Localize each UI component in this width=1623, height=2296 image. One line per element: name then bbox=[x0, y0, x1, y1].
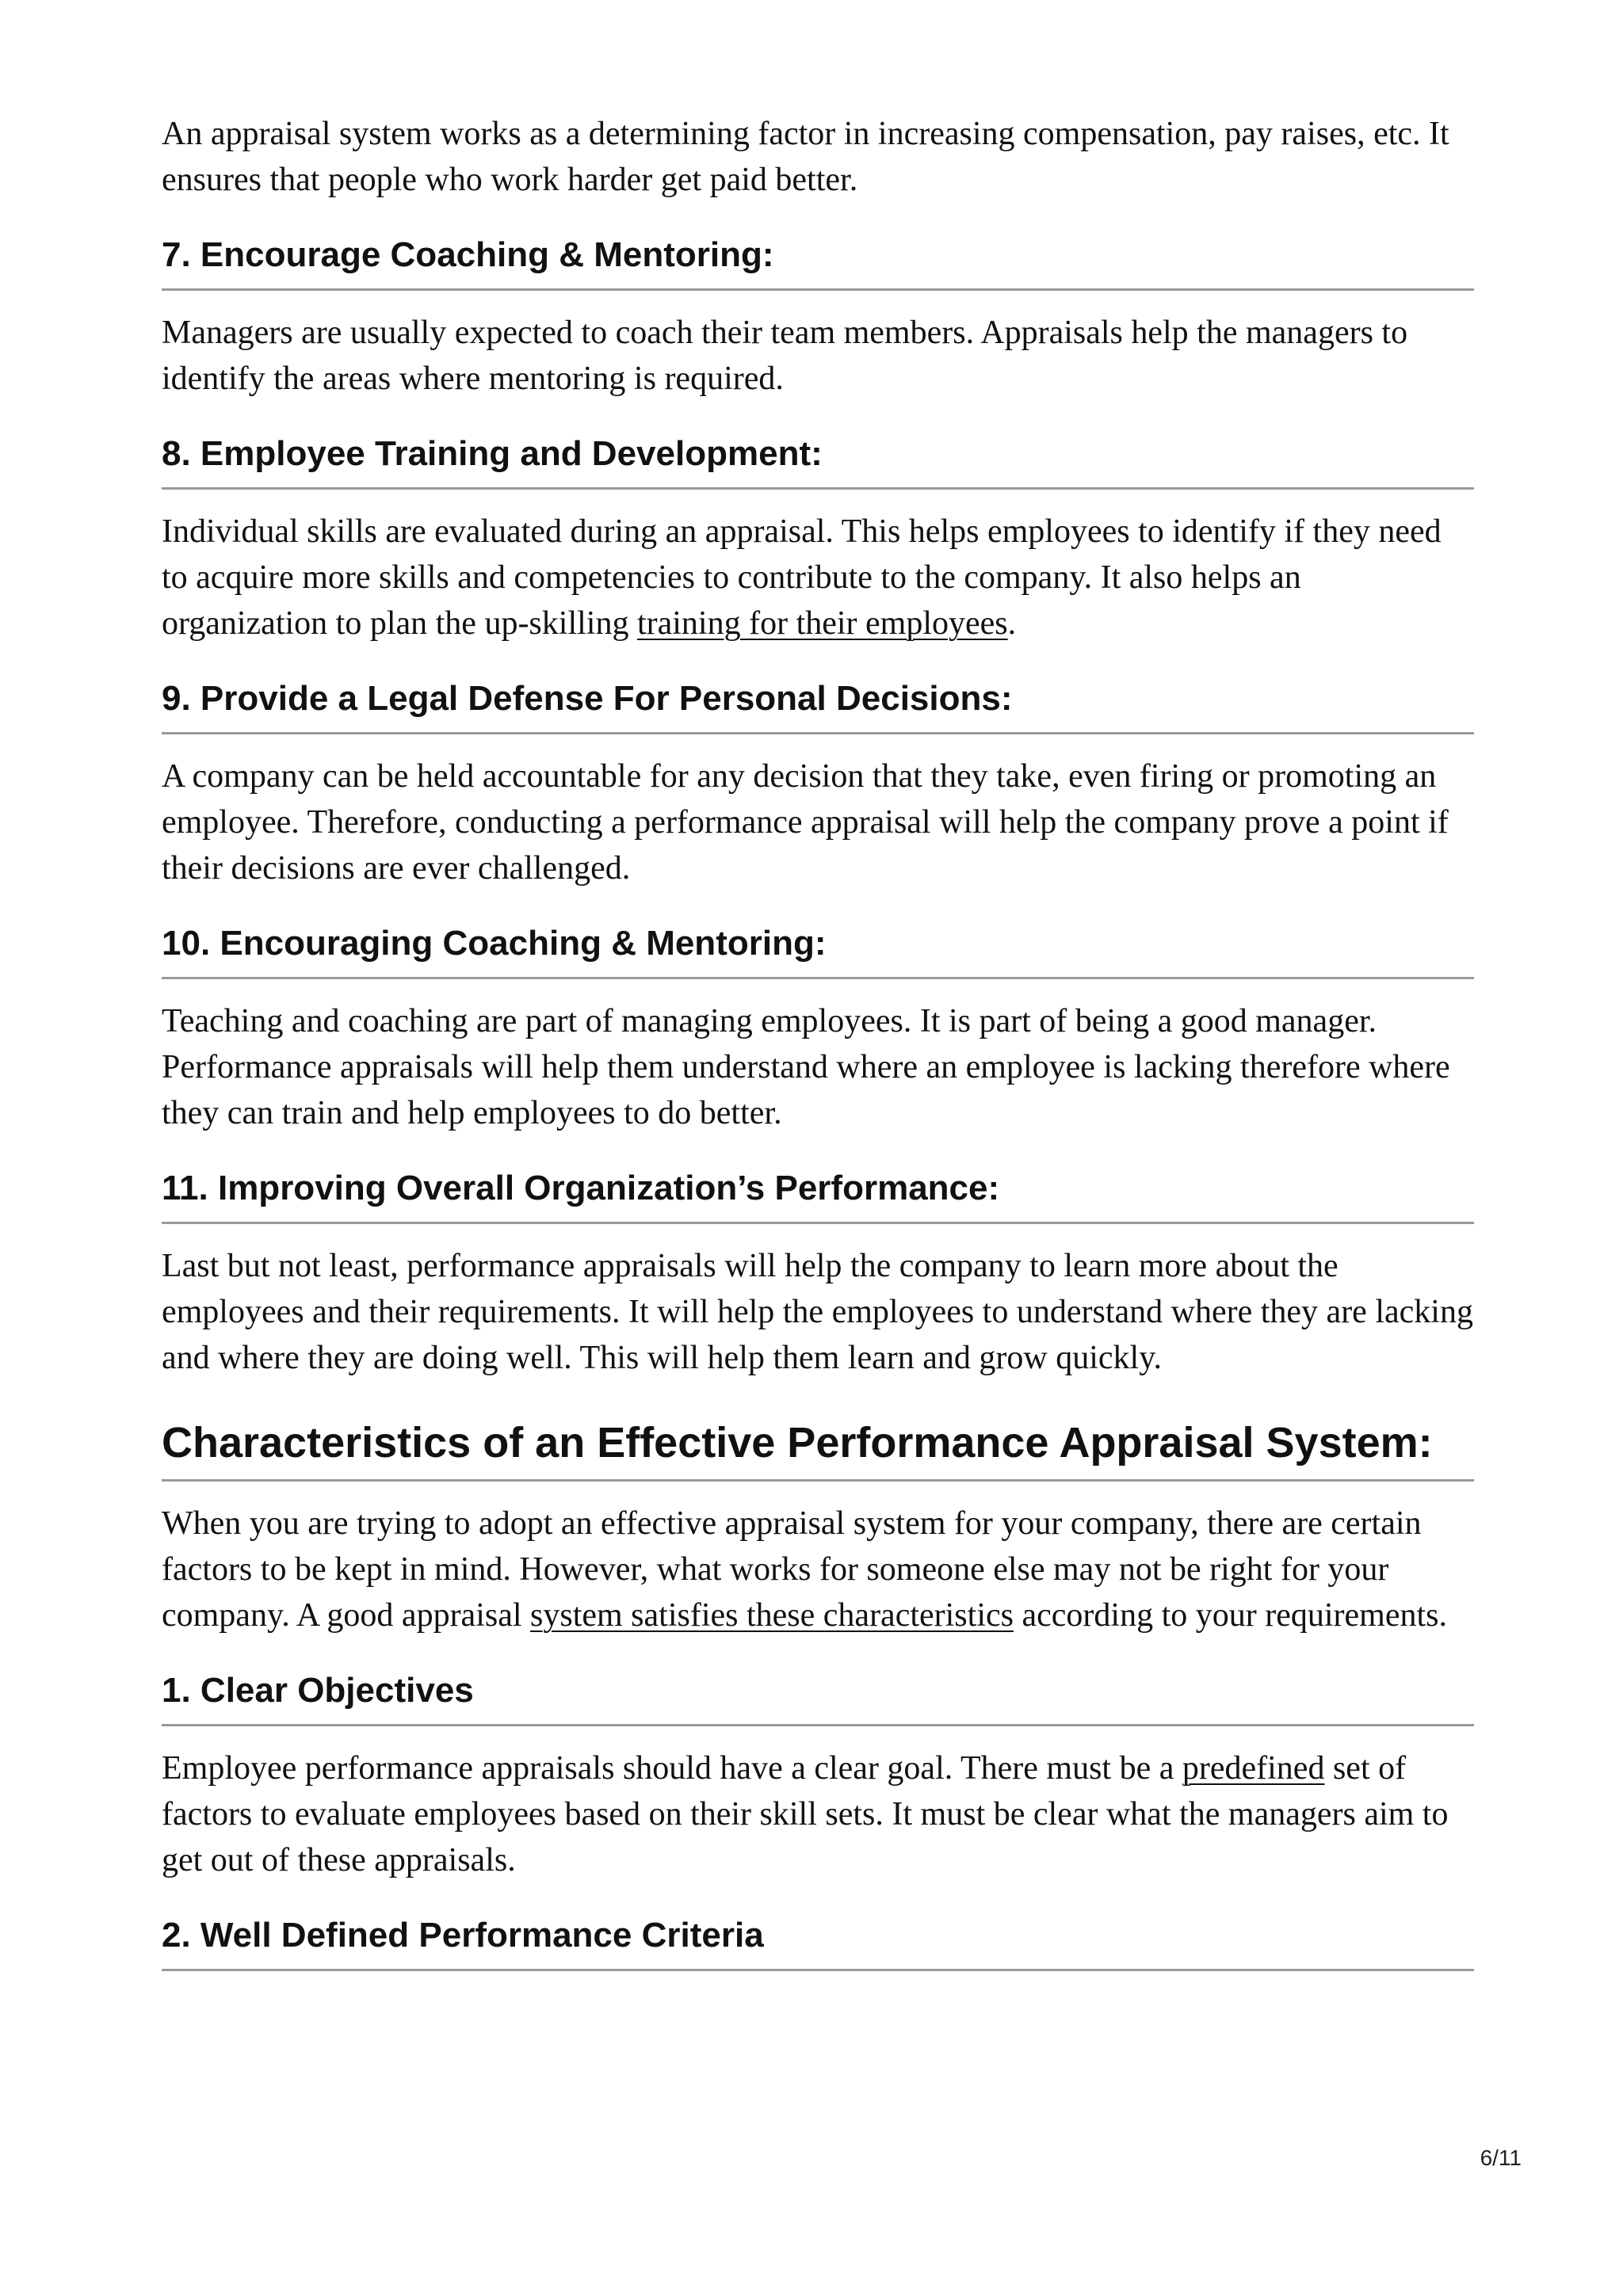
characteristics-paragraph bbox=[162, 1501, 1474, 1638]
clear-objectives-heading: 1. Clear Objectives bbox=[162, 1669, 1474, 1726]
document-page bbox=[162, 111, 1474, 1971]
characteristics-link[interactable]: system satisfies these characteristics bbox=[530, 1597, 1014, 1634]
section-10-paragraph: Teaching and coaching are part of managing employees. It is part of being a good manager. Performance appraisals will help them understand where an employee is lacking therefore where they can train and help employees to do better. bbox=[162, 1003, 1450, 1131]
section-9-heading: 9. Provide a Legal Defense For Personal Decisions: bbox=[162, 677, 1474, 734]
predefined-link[interactable]: predefined bbox=[1182, 1750, 1325, 1787]
characteristics-text-end: according to your requirements. bbox=[1013, 1597, 1447, 1634]
section-11-heading: 11. Improving Overall Organization’s Performance: bbox=[162, 1166, 1474, 1224]
section-8-paragraph bbox=[162, 509, 1474, 646]
characteristics-heading: Characteristics of an Effective Performance Appraisal System: bbox=[162, 1417, 1474, 1482]
page-number: 6/11 bbox=[1480, 2145, 1522, 2170]
section-8-text: Individual skills are evaluated during an appraisal. This helps employees to identify if they need to acquire more skills and competencies to contribute to the company. It also helps an organization to plan the up-skilling bbox=[162, 513, 1442, 642]
clear-objectives-text-end: set of factors to evaluate employees based on their skill sets. It must be clear what the managers aim to get out of these appraisals. bbox=[162, 1750, 1449, 1878]
section-11-paragraph: Last but not least, performance appraisals will help the company to learn more about the employees and their requirements. It will help the employees to understand where they are lacking and where they are doing well. This will help them learn and grow quickly. bbox=[162, 1248, 1473, 1376]
section-7-paragraph: Managers are usually expected to coach their team members. Appraisals help the managers to identify the areas where mentoring is required. bbox=[162, 315, 1408, 397]
section-7-heading: 7. Encourage Coaching & Mentoring: bbox=[162, 233, 1474, 291]
section-9-paragraph: A company can be held accountable for any decision that they take, even firing or promoting an employee. Therefore, conducting a performance appraisal will help the company prove a point if their decisions are ever challenged. bbox=[162, 758, 1449, 887]
training-link[interactable]: training for their employees bbox=[636, 605, 1008, 642]
section-8-heading: 8. Employee Training and Development: bbox=[162, 432, 1474, 490]
characteristics-text: When you are trying to adopt an effective appraisal system for your company, there are certain factors to be kept in mind. However, what works for someone else may not be right for your company. A good appraisal bbox=[162, 1505, 1422, 1634]
section-10-heading: 10. Encouraging Coaching & Mentoring: bbox=[162, 921, 1474, 979]
clear-objectives-paragraph bbox=[162, 1745, 1474, 1883]
clear-objectives-text: Employee performance appraisals should have a clear goal. There must be a bbox=[162, 1750, 1182, 1787]
section-8-text-end: . bbox=[1007, 605, 1017, 642]
performance-criteria-heading: 2. Well Defined Performance Criteria bbox=[162, 1913, 1474, 1971]
intro-paragraph: An appraisal system works as a determining factor in increasing compensation, pay raises, etc. It ensures that people who work harder get paid better. bbox=[162, 116, 1449, 198]
